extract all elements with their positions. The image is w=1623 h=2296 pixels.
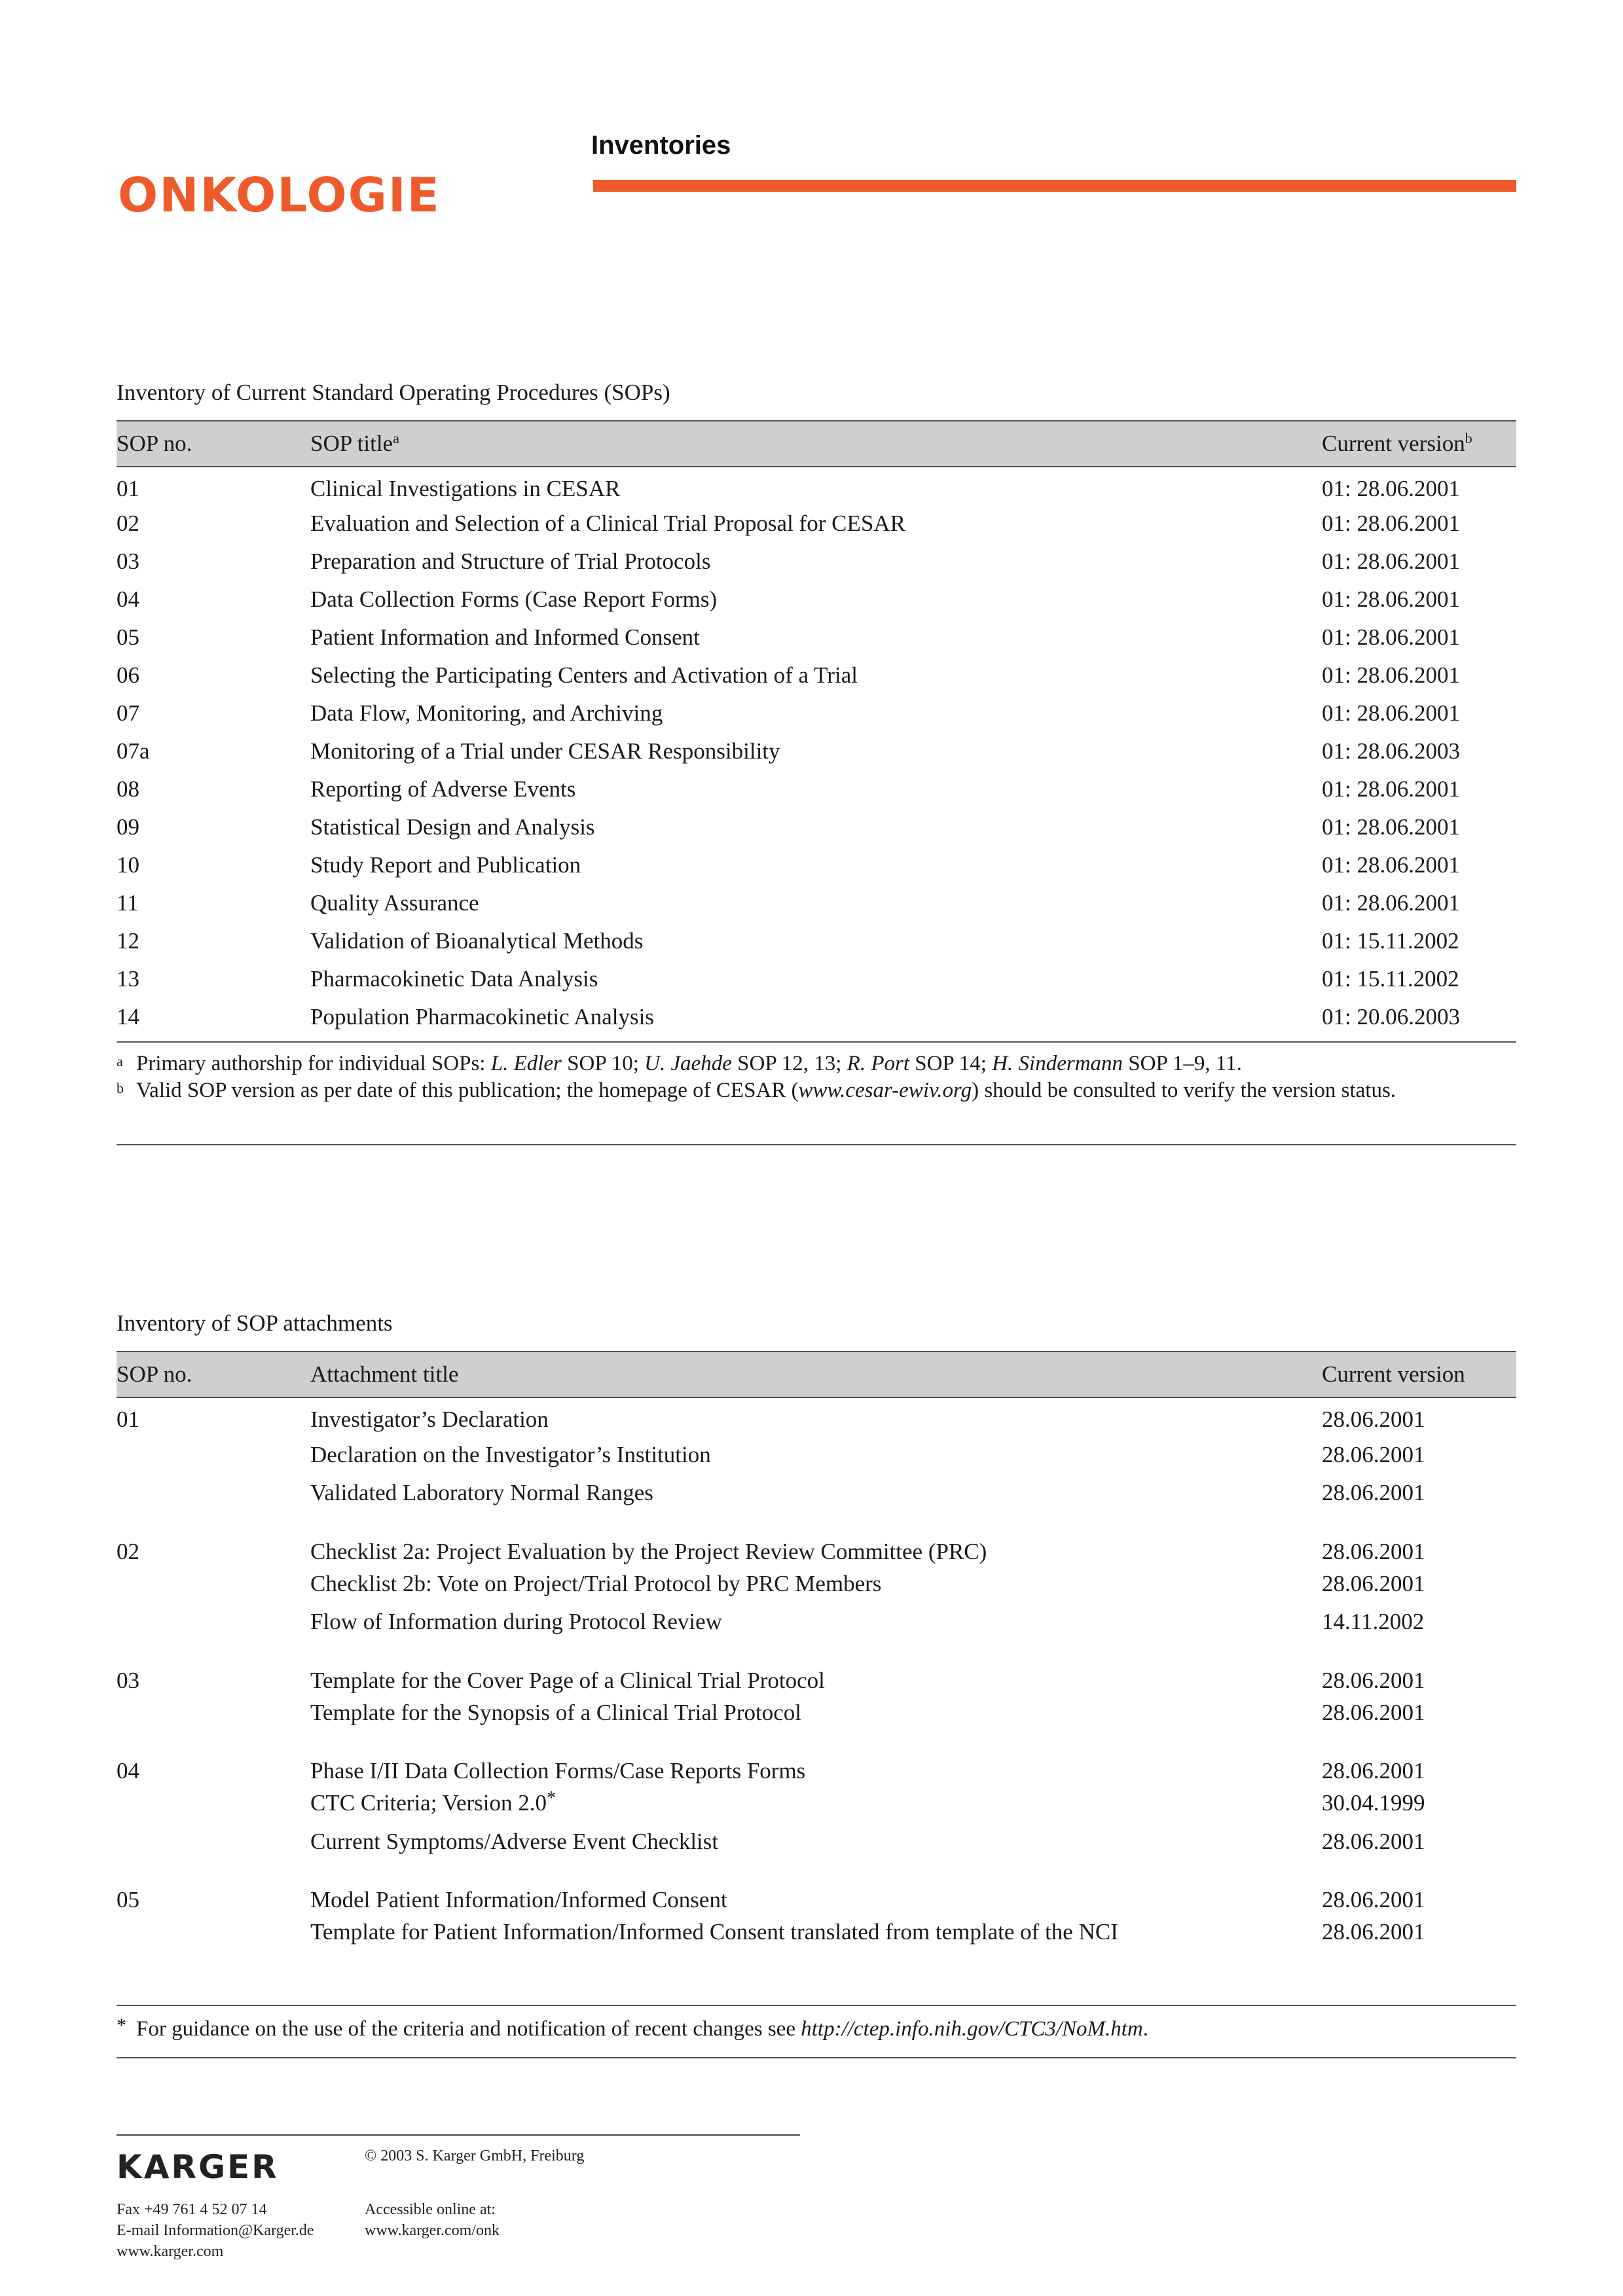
- attach-footnote-rule: [117, 2057, 1516, 2058]
- header-sop-no: SOP no.: [117, 1352, 310, 1397]
- table-row: [117, 1603, 1516, 1641]
- attachment-version: 28.06.2001: [1322, 1919, 1425, 1945]
- attachment-title-text: Checklist 2a: Project Evaluation by the Project Review Committee (PRC): [310, 1538, 987, 1564]
- attachment-title: [310, 1641, 1322, 1694]
- attachment-version: 28.06.2001: [1322, 1887, 1425, 1912]
- online-url[interactable]: www.karger.com/onk: [365, 2222, 500, 2239]
- sop-version: 01: 28.06.2001: [1322, 475, 1460, 501]
- sop-no-empty: [117, 1436, 310, 1475]
- attach-table-caption: Inventory of SOP attachments: [117, 1310, 393, 1336]
- table-row: [117, 1694, 1516, 1732]
- sop-table-rule: [117, 1041, 1516, 1043]
- sop-no: 07a: [117, 738, 150, 764]
- table-row: [117, 1641, 1516, 1694]
- attachment-title: [310, 1913, 1322, 1952]
- footnote-a-text: SOP 14;: [909, 1052, 993, 1075]
- footnote-a-text: SOP 1–9, 11.: [1123, 1052, 1242, 1075]
- table-row: [117, 732, 1516, 770]
- table-row: [117, 1513, 1516, 1565]
- footnote-star-mark: *: [117, 2015, 126, 2036]
- attachment-title: [310, 1694, 1322, 1732]
- sop-title: Monitoring of a Trial under CESAR Responsibility: [310, 738, 780, 764]
- attachment-title-text: Checklist 2b: Vote on Project/Trial Protocol by PRC Members: [310, 1570, 882, 1596]
- attachment-title-text: Investigator’s Declaration: [310, 1406, 549, 1432]
- table-row: [117, 808, 1516, 846]
- sop-no: 05: [117, 624, 139, 650]
- header-sop-title-text: SOP title: [310, 431, 393, 456]
- sop-title: Data Collection Forms (Case Report Forms): [310, 586, 718, 612]
- sop-no: 08: [117, 776, 139, 802]
- sop-title: Clinical Investigations in CESAR: [310, 475, 621, 501]
- attachment-title-text: Declaration on the Investigator’s Institution: [310, 1441, 711, 1467]
- table-row: [117, 1861, 1516, 1913]
- sop-title: Selecting the Participating Centers and Activation of a Trial: [310, 662, 858, 688]
- sop-version: 01: 28.06.2001: [1322, 586, 1460, 612]
- sop-no: 10: [117, 852, 139, 878]
- sop-version: 01: 28.06.2001: [1322, 624, 1460, 650]
- sop-no: 02: [117, 511, 139, 536]
- sop-no-empty: [117, 1784, 310, 1823]
- email[interactable]: E-mail Information@Karger.de: [117, 2222, 314, 2239]
- attachment-version: 28.06.2001: [1322, 1570, 1425, 1596]
- attachment-title-text: Model Patient Information/Informed Consent: [310, 1887, 727, 1912]
- sop-title: Study Report and Publication: [310, 852, 581, 878]
- footnote-a-text: SOP 12, 13;: [731, 1052, 847, 1075]
- sop-no: 04: [117, 586, 139, 612]
- sop-no: 12: [117, 928, 139, 954]
- attachment-version: 28.06.2001: [1322, 1406, 1425, 1432]
- table-row: [117, 1397, 1516, 1436]
- header-rule: [593, 180, 1516, 192]
- sop-version: 01: 28.06.2003: [1322, 738, 1460, 764]
- fax: Fax +49 761 4 52 07 14: [117, 2201, 267, 2218]
- ctep-url[interactable]: http://ctep.info.nih.gov/CTC3/NoM.htm: [801, 2017, 1143, 2041]
- attachment-title: [310, 1732, 1322, 1784]
- sop-no: 07: [117, 700, 139, 726]
- attachment-title-text: Validated Laboratory Normal Ranges: [310, 1480, 653, 1506]
- sop-title: Patient Information and Informed Consent: [310, 624, 700, 650]
- sop-title: Pharmacokinetic Data Analysis: [310, 966, 598, 992]
- header-current-version: [1322, 421, 1516, 467]
- sop-version: 01: 28.06.2001: [1322, 511, 1460, 536]
- sop-footnote-rule: [117, 1144, 1516, 1145]
- footnote-a-mark: a: [117, 1053, 123, 1069]
- table-row: [117, 694, 1516, 732]
- sop-title: Data Flow, Monitoring, and Archiving: [310, 700, 663, 726]
- attachment-version: 28.06.2001: [1322, 1699, 1425, 1725]
- table-row: [117, 619, 1516, 656]
- attach-table-rule: [117, 2005, 1516, 2006]
- footnote-mark-b: b: [1465, 430, 1472, 446]
- attachment-title: [310, 1397, 1322, 1436]
- attachment-title-text: Current Symptoms/Adverse Event Checklist: [310, 1828, 719, 1854]
- sop-version: 01: 15.11.2002: [1322, 928, 1459, 954]
- sop-version: 01: 28.06.2001: [1322, 548, 1460, 574]
- table-row: [117, 505, 1516, 543]
- attachment-title: [310, 1603, 1322, 1641]
- attachment-title-text: Template for Patient Information/Informed Consent translated from template of the NCI: [310, 1919, 1118, 1945]
- section-label: Inventories: [591, 131, 731, 160]
- sop-title: Validation of Bioanalytical Methods: [310, 928, 644, 954]
- footnote-mark-a: a: [393, 430, 399, 446]
- attachment-title: [310, 1513, 1322, 1565]
- sop-no: 09: [117, 814, 139, 840]
- sop-version: 01: 28.06.2001: [1322, 814, 1460, 840]
- footnote-b-text: Valid SOP version as per date of this publication; the homepage of CESAR (: [136, 1079, 799, 1102]
- online-access: [365, 2199, 500, 2241]
- sop-no-empty: [117, 1603, 310, 1641]
- sop-no: 11: [117, 890, 139, 916]
- attachment-title-text: Template for the Synopsis of a Clinical Trial Protocol: [310, 1699, 801, 1725]
- sop-table-body: [117, 467, 1516, 1036]
- sop-title: Quality Assurance: [310, 890, 479, 916]
- sop-no: 06: [117, 662, 139, 688]
- sop-title: Reporting of Adverse Events: [310, 776, 576, 802]
- table-row: [117, 656, 1516, 694]
- header-sop-no: SOP no.: [117, 421, 310, 467]
- sop-no-empty: [117, 1474, 310, 1513]
- sop-no-empty: [117, 1913, 310, 1952]
- sop-no: 01: [117, 475, 139, 501]
- author-name: L. Edler: [490, 1052, 562, 1075]
- attachment-title: [310, 1823, 1322, 1861]
- sop-version: 01: 28.06.2001: [1322, 700, 1460, 726]
- table-row: [117, 1436, 1516, 1475]
- sop-no-empty: [117, 1565, 310, 1604]
- attach-table-header: [117, 1352, 1516, 1397]
- attach-table-body: [117, 1397, 1516, 1952]
- sop-version: 01: 28.06.2001: [1322, 852, 1460, 878]
- sop-version: 01: 28.06.2001: [1322, 890, 1460, 916]
- author-name: U. Jaehde: [644, 1052, 732, 1075]
- table-row: [117, 1913, 1516, 1952]
- sop-no: 05: [117, 1887, 139, 1912]
- sop-table-caption: Inventory of Current Standard Operating Procedures (SOPs): [117, 380, 670, 405]
- copyright: © 2003 S. Karger GmbH, Freiburg: [365, 2147, 585, 2164]
- table-row: [117, 770, 1516, 808]
- sop-version: 01: 28.06.2001: [1322, 776, 1460, 802]
- attachment-version: 14.11.2002: [1322, 1609, 1425, 1635]
- sop-title: Population Pharmacokinetic Analysis: [310, 1004, 654, 1030]
- footnote-a-text: SOP 10;: [561, 1052, 645, 1075]
- attachment-version: 28.06.2001: [1322, 1667, 1425, 1693]
- footnote-b-mark: b: [117, 1080, 124, 1096]
- author-name: H. Sindermann: [992, 1052, 1123, 1075]
- author-name: R. Port: [847, 1052, 909, 1075]
- table-row: [117, 1823, 1516, 1861]
- sop-no: 14: [117, 1004, 139, 1030]
- sop-title: Preparation and Structure of Trial Protocols: [310, 548, 711, 574]
- attachment-version: 28.06.2001: [1322, 1758, 1425, 1784]
- table-row: [117, 998, 1516, 1036]
- attachment-version: 30.04.1999: [1322, 1790, 1425, 1816]
- attachment-title: [310, 1474, 1322, 1513]
- contact-block: [117, 2199, 314, 2262]
- sop-no: 13: [117, 966, 139, 992]
- sop-version: 01: 15.11.2002: [1322, 966, 1459, 992]
- sop-no: 01: [117, 1406, 139, 1432]
- attachment-title: [310, 1861, 1322, 1913]
- attachment-title-text: Template for the Cover Page of a Clinical Trial Protocol: [310, 1667, 825, 1693]
- sop-version: 01: 20.06.2003: [1322, 1004, 1460, 1030]
- sop-footnotes: [117, 1050, 1516, 1104]
- sop-table-header: [117, 421, 1516, 467]
- attachment-version: 28.06.2001: [1322, 1480, 1425, 1506]
- attachment-version: 28.06.2001: [1322, 1538, 1425, 1564]
- table-row: [117, 846, 1516, 884]
- cesar-url[interactable]: www.cesar-ewiv.org: [798, 1079, 972, 1102]
- attachment-title: [310, 1565, 1322, 1604]
- sop-no: 03: [117, 1667, 139, 1693]
- sop-no: 02: [117, 1538, 139, 1564]
- header-current-version: Current version: [1322, 1352, 1516, 1397]
- online-label: Accessible online at:: [365, 2201, 496, 2218]
- attach-footnote: [117, 2016, 1516, 2043]
- attachment-title: [310, 1436, 1322, 1475]
- table-row: [117, 1732, 1516, 1784]
- footnote-a: [117, 1050, 1516, 1077]
- table-row: [117, 922, 1516, 960]
- table-row: [117, 581, 1516, 619]
- footnote-b-text: ) should be consulted to verify the version status.: [972, 1079, 1396, 1102]
- footnote-star-text: For guidance on the use of the criteria and notification of recent changes see: [136, 2017, 801, 2041]
- header-current-version-text: Current version: [1322, 431, 1465, 456]
- table-row: [117, 543, 1516, 581]
- table-row: [117, 1474, 1516, 1513]
- header-sop-title: [310, 421, 1322, 467]
- attachment-title: [310, 1784, 1322, 1823]
- footnote-star: [117, 2016, 1516, 2043]
- sop-no: 04: [117, 1758, 139, 1784]
- publisher-logo: KARGER: [117, 2148, 279, 2186]
- footnote-a-text: Primary authorship for individual SOPs:: [136, 1052, 491, 1075]
- sop-title: Statistical Design and Analysis: [310, 814, 595, 840]
- sop-title: Evaluation and Selection of a Clinical Trial Proposal for CESAR: [310, 511, 905, 536]
- sop-no: 03: [117, 548, 139, 574]
- attachment-title-text: Flow of Information during Protocol Review: [310, 1609, 722, 1635]
- footnote-star-ref: *: [547, 1788, 556, 1809]
- attachment-version: 28.06.2001: [1322, 1441, 1425, 1467]
- website[interactable]: www.karger.com: [117, 2243, 224, 2260]
- footnote-b: [117, 1077, 1516, 1104]
- attachment-title-text: CTC Criteria; Version 2.0: [310, 1790, 547, 1816]
- table-row: [117, 884, 1516, 922]
- table-row: [117, 1565, 1516, 1604]
- table-row: [117, 1784, 1516, 1823]
- sop-version: 01: 28.06.2001: [1322, 662, 1460, 688]
- attachment-title-text: Phase I/II Data Collection Forms/Case Reports Forms: [310, 1758, 806, 1784]
- table-row: [117, 960, 1516, 998]
- sop-no-empty: [117, 1823, 310, 1861]
- header-attachment-title: Attachment title: [310, 1352, 1322, 1397]
- sop-table: [117, 420, 1516, 1036]
- footer-rule: [117, 2134, 800, 2136]
- table-row: [117, 467, 1516, 505]
- attach-table: [117, 1351, 1516, 1952]
- journal-logo: ONKOLOGIE: [118, 168, 441, 223]
- sop-no-empty: [117, 1694, 310, 1732]
- footnote-star-text: .: [1142, 2017, 1149, 2041]
- attachment-version: 28.06.2001: [1322, 1828, 1425, 1854]
